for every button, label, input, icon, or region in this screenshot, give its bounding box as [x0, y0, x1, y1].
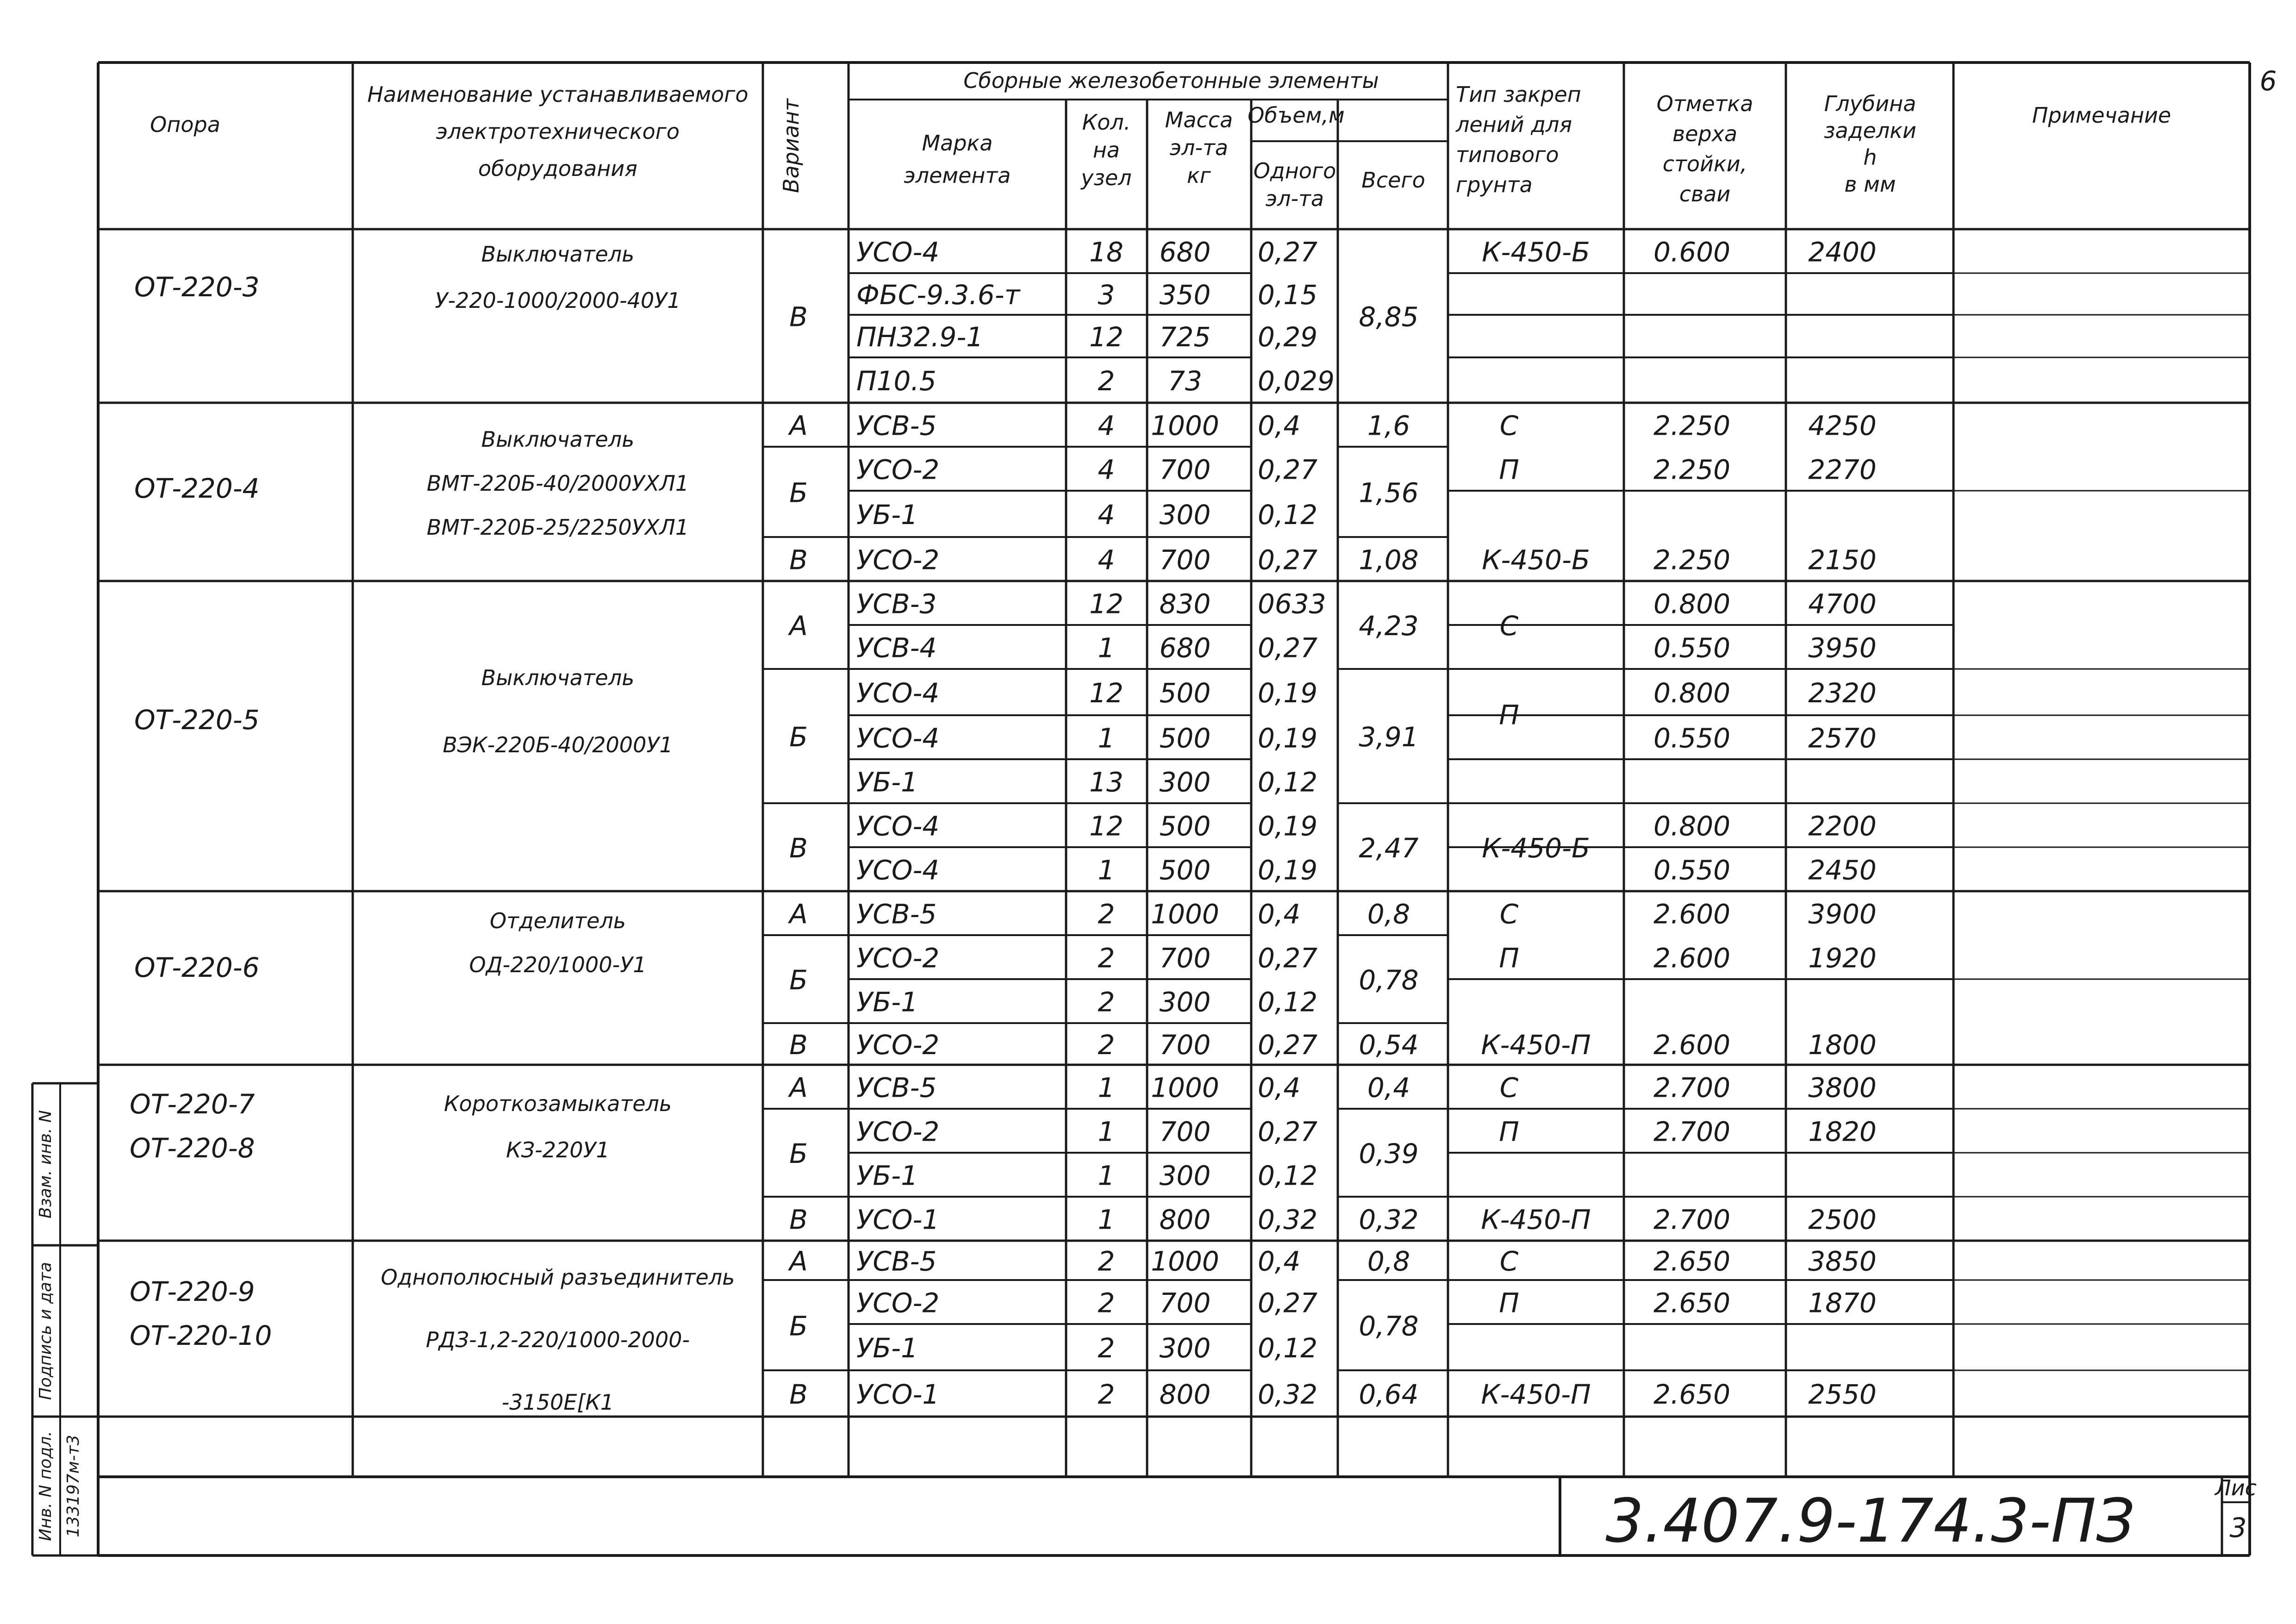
element-mark: УСО-2	[856, 544, 940, 576]
elevation-value: 2.700	[1653, 1204, 1731, 1236]
fastening-type: С	[1499, 898, 1519, 930]
table-grid	[32, 62, 2250, 1555]
element-mass: 700	[1159, 1287, 1211, 1319]
element-mass: 1000	[1151, 1072, 1219, 1104]
element-volume-one: 0,12	[1258, 986, 1318, 1018]
element-qty: 2	[1098, 1332, 1115, 1364]
depth-value: 1870	[1808, 1287, 1877, 1319]
element-volume-one: 0,4	[1258, 898, 1301, 930]
equipment-label: Выключатель	[481, 665, 635, 690]
header-elevation: верха	[1672, 121, 1738, 146]
equipment-label: Выключатель	[481, 242, 635, 267]
variant-label: А	[789, 1245, 808, 1277]
header-elevation: сваи	[1679, 181, 1731, 206]
element-mark: П10.5	[856, 365, 936, 397]
depth-value: 4250	[1808, 410, 1877, 442]
elevation-value: 2.600	[1653, 898, 1731, 930]
header-elevation: стойки,	[1662, 151, 1747, 176]
element-volume-one: 0,27	[1258, 1287, 1318, 1319]
element-qty: 4	[1098, 499, 1115, 531]
header-volume-one: эл-та	[1265, 186, 1324, 211]
opora-label: ОТ-220-9	[130, 1276, 255, 1307]
fastening-type: П	[1499, 699, 1519, 731]
element-mass: 500	[1159, 810, 1211, 842]
elevation-value: 0.800	[1653, 588, 1731, 620]
header-mark: элемента	[904, 163, 1011, 188]
volume-total: 1,56	[1359, 477, 1419, 509]
element-volume-one: 0,15	[1258, 279, 1318, 311]
header-depth: h	[1863, 145, 1877, 170]
element-mark: УСО-2	[856, 942, 940, 974]
element-qty: 1	[1098, 1204, 1115, 1236]
element-mass: 830	[1159, 588, 1211, 620]
element-mark: УБ-1	[856, 986, 918, 1018]
element-mark: УСО-4	[856, 236, 940, 268]
element-mass: 700	[1159, 1029, 1211, 1061]
elevation-value: 0.800	[1653, 810, 1731, 842]
elevation-value: 2.650	[1653, 1379, 1731, 1410]
header-volume-one: Одного	[1253, 158, 1336, 183]
variant-label: В	[789, 832, 808, 864]
elevation-value: 2.600	[1653, 942, 1731, 974]
volume-total: 1,08	[1359, 544, 1419, 576]
elevation-value: 2.250	[1653, 454, 1731, 486]
header-mass: кг	[1187, 163, 1211, 188]
element-mark: УСО-4	[856, 722, 940, 754]
element-mark: УСО-2	[856, 454, 940, 486]
volume-total: 0,78	[1359, 1310, 1419, 1342]
fastening-type: С	[1499, 410, 1519, 442]
header-qty: Кол.	[1082, 110, 1131, 135]
variant-label: В	[789, 1029, 808, 1061]
element-mass: 300	[1159, 1160, 1211, 1192]
depth-value: 1800	[1808, 1029, 1877, 1061]
element-mark: УСВ-5	[856, 410, 937, 442]
volume-total: 0,8	[1367, 1245, 1410, 1277]
element-qty: 1	[1098, 1116, 1115, 1148]
element-mass: 1000	[1151, 898, 1219, 930]
side-inv: Инв. N подл.	[36, 1431, 55, 1541]
element-mass: 500	[1159, 854, 1211, 886]
stamp-designation: 3.407.9-174.3-ПЗ	[1605, 1486, 2135, 1556]
element-volume-one: 0,19	[1258, 810, 1318, 842]
element-qty: 1	[1098, 854, 1115, 886]
depth-value: 2550	[1808, 1379, 1877, 1410]
element-mark: УБ-1	[856, 499, 918, 531]
element-qty: 2	[1098, 898, 1115, 930]
element-volume-one: 0,4	[1258, 1072, 1301, 1104]
element-volume-one: 0,19	[1258, 854, 1318, 886]
page-number: 6	[2259, 65, 2277, 97]
equipment-label: ОД-220/1000-У1	[469, 952, 647, 977]
variant-label: В	[789, 1379, 808, 1410]
element-qty: 13	[1089, 766, 1123, 798]
element-qty: 4	[1098, 544, 1115, 576]
variant-label: А	[789, 410, 808, 442]
equipment-label: Отделитель	[489, 908, 626, 933]
header-mark: Марка	[922, 131, 993, 156]
element-volume-one: 0,32	[1258, 1204, 1318, 1236]
elevation-value: 0.600	[1653, 236, 1731, 268]
element-qty: 18	[1089, 236, 1123, 268]
depth-value: 3950	[1808, 632, 1877, 664]
element-volume-one: 0,29	[1258, 321, 1318, 353]
header-volume: Объем,м	[1248, 103, 1345, 128]
fastening-type: С	[1499, 1072, 1519, 1104]
element-qty: 2	[1098, 1245, 1115, 1277]
element-mass: 680	[1159, 236, 1211, 268]
element-volume-one: 0,27	[1258, 1116, 1318, 1148]
fastening-type: П	[1499, 1287, 1519, 1319]
opora-label: ОТ-220-7	[130, 1088, 255, 1120]
fastening-type: К-450-П	[1481, 1379, 1591, 1410]
element-mark: УБ-1	[856, 1160, 918, 1192]
depth-value: 2200	[1808, 810, 1877, 842]
header-depth: заделки	[1824, 118, 1916, 143]
fastening-type: П	[1499, 1116, 1519, 1148]
stamp-sheet-number: 3	[2229, 1512, 2247, 1543]
volume-total: 0,4	[1367, 1072, 1410, 1104]
element-mark: УСВ-3	[856, 588, 937, 620]
element-volume-one: 0,19	[1258, 722, 1318, 754]
elevation-value: 2.600	[1653, 1029, 1731, 1061]
volume-total: 1,6	[1367, 410, 1410, 442]
variant-label: Б	[789, 964, 808, 996]
elevation-value: 2.650	[1653, 1287, 1731, 1319]
header-equipment: электротехнического	[436, 119, 680, 144]
element-volume-one: 0,32	[1258, 1379, 1318, 1410]
element-mass: 500	[1159, 722, 1211, 754]
depth-value: 4700	[1808, 588, 1877, 620]
element-mark: УСО-2	[856, 1029, 940, 1061]
header-opora: Опора	[150, 112, 220, 137]
variant-label: Б	[789, 1138, 808, 1169]
fastening-type: К-450-Б	[1482, 832, 1590, 864]
fastening-type: П	[1499, 942, 1519, 974]
variant-label: В	[789, 544, 808, 576]
elevation-value: 0.550	[1653, 722, 1731, 754]
element-qty: 1	[1098, 722, 1115, 754]
depth-value: 2270	[1808, 454, 1877, 486]
element-qty: 2	[1098, 942, 1115, 974]
volume-total: 0,39	[1359, 1138, 1419, 1169]
element-volume-one: 0633	[1258, 588, 1326, 620]
equipment-label: ВМТ-220Б-25/2250УХЛ1	[426, 515, 689, 540]
depth-value: 2150	[1808, 544, 1877, 576]
variant-label: Б	[789, 721, 808, 753]
opora-label: ОТ-220-3	[134, 271, 260, 303]
fastening-type: К-450-П	[1481, 1204, 1591, 1236]
depth-value: 1920	[1808, 942, 1877, 974]
header-equipment: оборудования	[478, 156, 637, 181]
header-precast-group: Сборные железобетонные элементы	[963, 68, 1379, 93]
element-mass: 1000	[1151, 410, 1219, 442]
header-equipment: Наименование устанавливаемого	[367, 82, 749, 107]
header-mass: эл-та	[1169, 135, 1229, 160]
element-mark: УСО-4	[856, 810, 940, 842]
element-mass: 300	[1159, 986, 1211, 1018]
element-qty: 2	[1098, 1287, 1115, 1319]
element-mark: УСО-2	[856, 1116, 940, 1148]
variant-label: Б	[789, 477, 808, 509]
equipment-label: КЗ-220У1	[506, 1137, 610, 1162]
equipment-label: ВЭК-220Б-40/2000У1	[443, 732, 673, 757]
fastening-type: К-450-П	[1481, 1029, 1591, 1061]
volume-total: 2,47	[1359, 832, 1419, 864]
element-mark: ФБС-9.3.6-т	[856, 279, 1020, 311]
variant-label: А	[789, 1072, 808, 1104]
element-mass: 700	[1159, 454, 1211, 486]
element-qty: 12	[1089, 677, 1123, 709]
equipment-label: -3150Е[К1	[501, 1390, 614, 1415]
depth-value: 2400	[1808, 236, 1877, 268]
depth-value: 2500	[1808, 1204, 1877, 1236]
volume-total: 0,78	[1359, 964, 1419, 996]
element-qty: 2	[1098, 365, 1115, 397]
header-fastening: грунта	[1456, 172, 1533, 197]
variant-label: Б	[789, 1310, 808, 1342]
element-mass: 350	[1159, 279, 1211, 311]
element-mass: 680	[1159, 632, 1211, 664]
volume-total: 4,23	[1359, 610, 1419, 642]
fastening-type: С	[1499, 610, 1519, 642]
header-elevation: Отметка	[1656, 91, 1753, 116]
opora-label: ОТ-220-5	[134, 704, 260, 736]
fastening-type: П	[1499, 454, 1519, 486]
depth-value: 3800	[1808, 1072, 1877, 1104]
element-qty: 12	[1089, 810, 1123, 842]
element-qty: 12	[1089, 588, 1123, 620]
element-volume-one: 0,12	[1258, 766, 1318, 798]
element-qty: 12	[1089, 321, 1123, 353]
elevation-value: 0.800	[1653, 677, 1731, 709]
element-mass: 725	[1159, 321, 1211, 353]
element-volume-one: 0,4	[1258, 1245, 1301, 1277]
element-mass: 73	[1168, 365, 1202, 397]
element-mark: УСО-1	[856, 1204, 940, 1236]
element-qty: 1	[1098, 1160, 1115, 1192]
depth-value: 3850	[1808, 1245, 1877, 1277]
element-volume-one: 0,27	[1258, 454, 1318, 486]
elevation-value: 0.550	[1653, 632, 1731, 664]
element-volume-one: 0,27	[1258, 632, 1318, 664]
fastening-type: К-450-Б	[1482, 236, 1590, 268]
element-mark: УСО-4	[856, 854, 940, 886]
element-mass: 300	[1159, 766, 1211, 798]
volume-total: 0,32	[1359, 1204, 1419, 1236]
volume-total: 0,64	[1359, 1379, 1419, 1410]
elevation-value: 2.700	[1653, 1116, 1731, 1148]
header-depth: в мм	[1844, 172, 1896, 197]
volume-total: 3,91	[1359, 721, 1419, 753]
volume-total: 0,8	[1367, 898, 1410, 930]
elevation-value: 2.250	[1653, 544, 1731, 576]
fastening-type: С	[1499, 1245, 1519, 1277]
element-mark: УСО-1	[856, 1379, 940, 1410]
variant-label: А	[789, 898, 808, 930]
element-mark: УСВ-5	[856, 1245, 937, 1277]
header-fastening: лений для	[1456, 112, 1572, 137]
element-qty: 1	[1098, 632, 1115, 664]
element-mass: 800	[1159, 1379, 1211, 1410]
equipment-label: ВМТ-220Б-40/2000УХЛ1	[426, 471, 689, 496]
element-qty: 3	[1098, 279, 1115, 311]
equipment-label: РДЗ-1,2-220/1000-2000-	[425, 1327, 690, 1352]
depth-value: 2450	[1808, 854, 1877, 886]
element-mark: УСО-2	[856, 1287, 940, 1319]
depth-value: 2570	[1808, 722, 1877, 754]
header-fastening: типового	[1456, 142, 1559, 167]
opora-label: ОТ-220-10	[130, 1320, 272, 1351]
side-inv-number: 133197м-т3	[64, 1435, 83, 1537]
side-podpis: Подпись и дата	[36, 1262, 55, 1400]
element-qty: 2	[1098, 1029, 1115, 1061]
element-volume-one: 0,12	[1258, 1160, 1318, 1192]
element-mass: 700	[1159, 1116, 1211, 1148]
variant-label: В	[789, 301, 808, 333]
element-volume-one: 0,12	[1258, 1332, 1318, 1364]
stamp-sheet-label: Лис	[2215, 1475, 2257, 1500]
element-volume-one: 0,27	[1258, 544, 1318, 576]
element-volume-one: 0,029	[1258, 365, 1335, 397]
element-mass: 300	[1159, 1332, 1211, 1364]
elevation-value: 2.700	[1653, 1072, 1731, 1104]
variant-label: А	[789, 610, 808, 642]
equipment-label: У-220-1000/2000-40У1	[435, 288, 681, 313]
equipment-label: Короткозамыкатель	[443, 1091, 672, 1116]
elevation-value: 0.550	[1653, 854, 1731, 886]
elevation-value: 2.250	[1653, 410, 1731, 442]
element-volume-one: 0,27	[1258, 236, 1318, 268]
opora-label: ОТ-220-6	[134, 952, 260, 983]
element-mark: УСВ-4	[856, 632, 937, 664]
element-volume-one: 0,12	[1258, 499, 1318, 531]
header-qty: узел	[1081, 165, 1132, 190]
element-qty: 4	[1098, 410, 1115, 442]
element-qty: 4	[1098, 454, 1115, 486]
equipment-label: Выключатель	[481, 427, 635, 452]
element-volume-one: 0,27	[1258, 1029, 1318, 1061]
header-variant: Вариант	[779, 99, 804, 193]
opora-label: ОТ-220-8	[130, 1132, 255, 1164]
element-volume-one: 0,19	[1258, 677, 1318, 709]
variant-label: В	[789, 1204, 808, 1236]
element-mass: 700	[1159, 942, 1211, 974]
elevation-value: 2.650	[1653, 1245, 1731, 1277]
element-mass: 800	[1159, 1204, 1211, 1236]
depth-value: 3900	[1808, 898, 1877, 930]
opora-label: ОТ-220-4	[134, 473, 260, 504]
element-volume-one: 0,4	[1258, 410, 1301, 442]
element-mass: 300	[1159, 499, 1211, 531]
depth-value: 2320	[1808, 677, 1877, 709]
depth-value: 1820	[1808, 1116, 1877, 1148]
fastening-type: К-450-Б	[1482, 544, 1590, 576]
element-volume-one: 0,27	[1258, 942, 1318, 974]
element-mark: ПН32.9-1	[856, 321, 984, 353]
element-qty: 1	[1098, 1072, 1115, 1104]
header-qty: на	[1092, 137, 1120, 162]
element-mass: 700	[1159, 544, 1211, 576]
element-mark: УСВ-5	[856, 898, 937, 930]
volume-total: 8,85	[1359, 301, 1419, 333]
equipment-label: Однополюсный разъединитель	[381, 1265, 735, 1290]
header-note: Примечание	[2032, 103, 2171, 128]
header-depth: Глубина	[1824, 91, 1916, 116]
header-volume-total: Всего	[1361, 168, 1425, 193]
header-fastening: Тип закреп	[1456, 82, 1581, 107]
volume-total: 0,54	[1359, 1029, 1419, 1061]
element-mark: УСО-4	[856, 677, 940, 709]
element-mark: УСВ-5	[856, 1072, 937, 1104]
element-mark: УБ-1	[856, 766, 918, 798]
element-qty: 2	[1098, 1379, 1115, 1410]
header-mass: Масса	[1165, 107, 1233, 132]
element-mass: 500	[1159, 677, 1211, 709]
side-vzam: Взам. инв. N	[36, 1110, 55, 1218]
element-qty: 2	[1098, 986, 1115, 1018]
element-mass: 1000	[1151, 1245, 1219, 1277]
element-mark: УБ-1	[856, 1332, 918, 1364]
